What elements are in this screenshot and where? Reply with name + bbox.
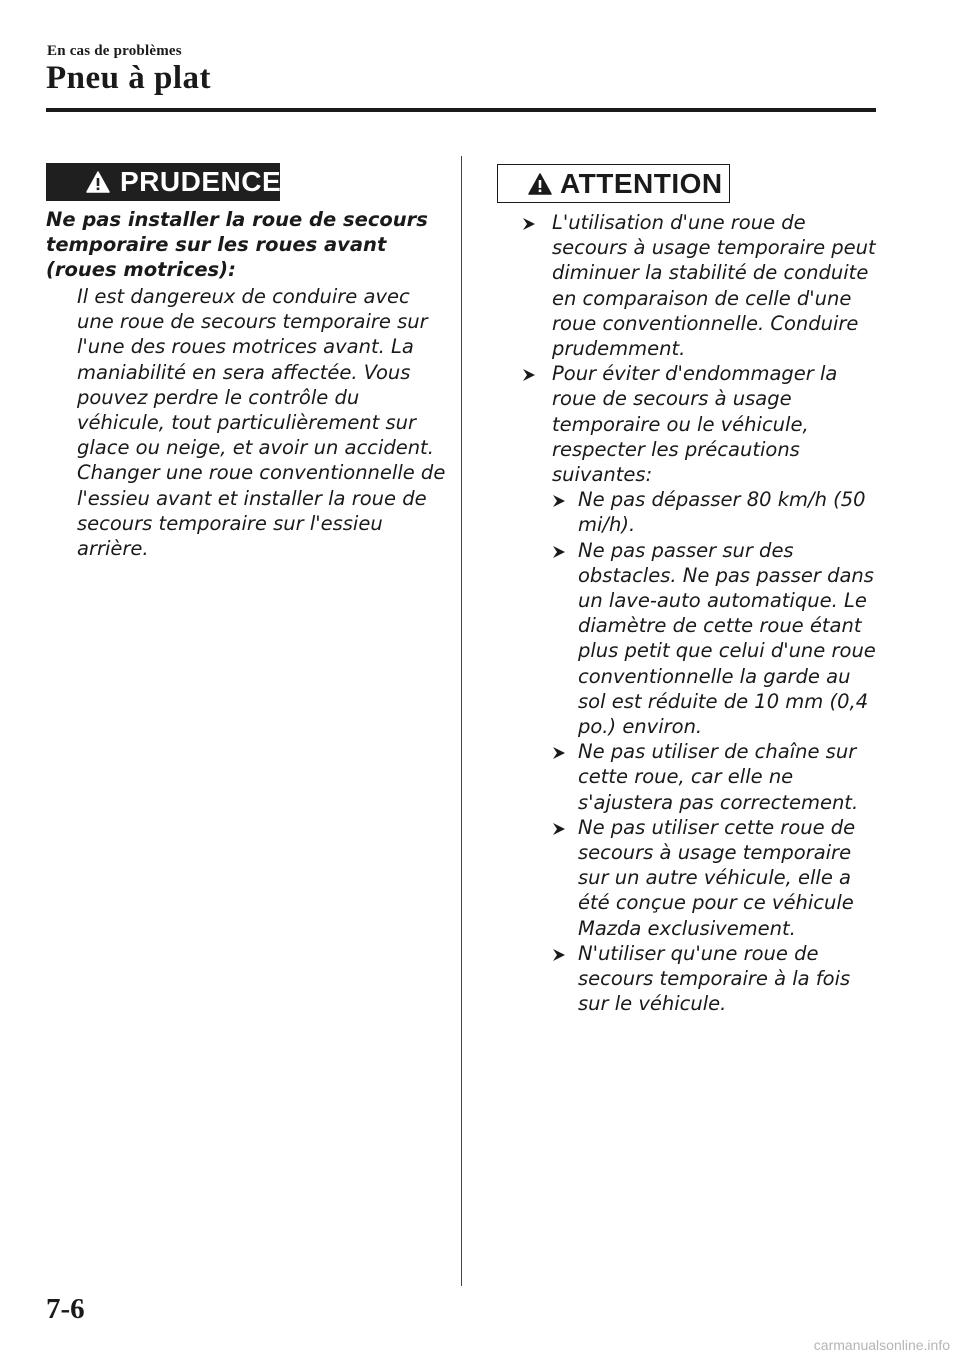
prudence-warning-box [46,163,280,201]
arrowhead-bullet-icon [552,494,566,508]
arrowhead-bullet-icon [552,948,566,962]
bullet-text: L'utilisation d'une roue de secours à usage temporaire peut diminuer la stabilité de conduite en comparaison de celle d'une roue conventionnelle. Conduire prudemment. [552,211,876,361]
precaution-sub-list [552,487,882,1016]
sub-bullet-text: Ne pas utiliser cette roue de secours à usage temporaire sur un autre véhicule, elle a été conçue pour ce véhicule Mazda exclusivement. [578,815,856,940]
header-rule [46,108,876,112]
warning-triangle-icon [528,173,552,195]
caution-heading: Ne pas installer la roue de secours temporaire sur les roues avant (roues motrices): [46,208,428,282]
sub-bullet-text: Ne pas passer sur des obstacles. Ne pas passer dans un lave-auto automatique. Le diamètre de cette roue étant plus petit que celui d'une roue conventionnelle la garde au sol est réduite de 10 mm (0,4 po.) environ. [578,538,876,739]
section-label: En cas de problèmes [47,43,182,59]
sub-bullet-text: Ne pas dépasser 80 km/h (50 mi/h). [578,488,866,537]
prudence-label: PRUDENCE [120,166,282,197]
attention-warning-box [497,164,730,203]
list-item [552,941,882,1017]
attention-bullet-list [522,210,882,1017]
arrowhead-bullet-icon [552,746,566,760]
list-item [522,210,882,361]
bullet-text: Pour éviter d'endommager la roue de secours à usage temporaire ou le véhicule, respecter les précautions suivantes: [552,362,838,487]
list-item [522,361,882,1016]
watermark: carmanualsonline.info [813,1337,950,1353]
page-number: 7-6 [46,1293,85,1325]
list-item [552,739,882,815]
attention-label: ATTENTION [560,167,723,199]
arrowhead-bullet-icon [552,545,566,559]
list-item [552,815,882,941]
page-title: Pneu à plat [46,60,212,96]
warning-triangle-icon [86,171,110,193]
sub-bullet-text: Ne pas utiliser de chaîne sur cette roue, car elle ne s'ajustera pas correctement. [578,740,859,814]
caution-paragraph: Il est dangereux de conduire avec une roue de secours temporaire sur l'une des roues motrices avant. La maniabilité en sera affectée. Vous pouvez perdre le contrôle du véhicule, tout particulièrement sur glace ou neige, et avoir un accident. Changer une roue conventionnelle de l'essieu avant et installer la roue de secours temporaire sur l'essieu arrière. [77,285,446,561]
list-item [552,538,882,740]
sub-bullet-text: N'utiliser qu'une roue de secours temporaire à la fois sur le véhicule. [578,941,851,1016]
arrowhead-bullet-icon [522,217,536,231]
column-divider [461,156,462,1286]
arrowhead-bullet-icon [522,368,536,382]
list-item [552,487,882,537]
arrowhead-bullet-icon [552,822,566,836]
